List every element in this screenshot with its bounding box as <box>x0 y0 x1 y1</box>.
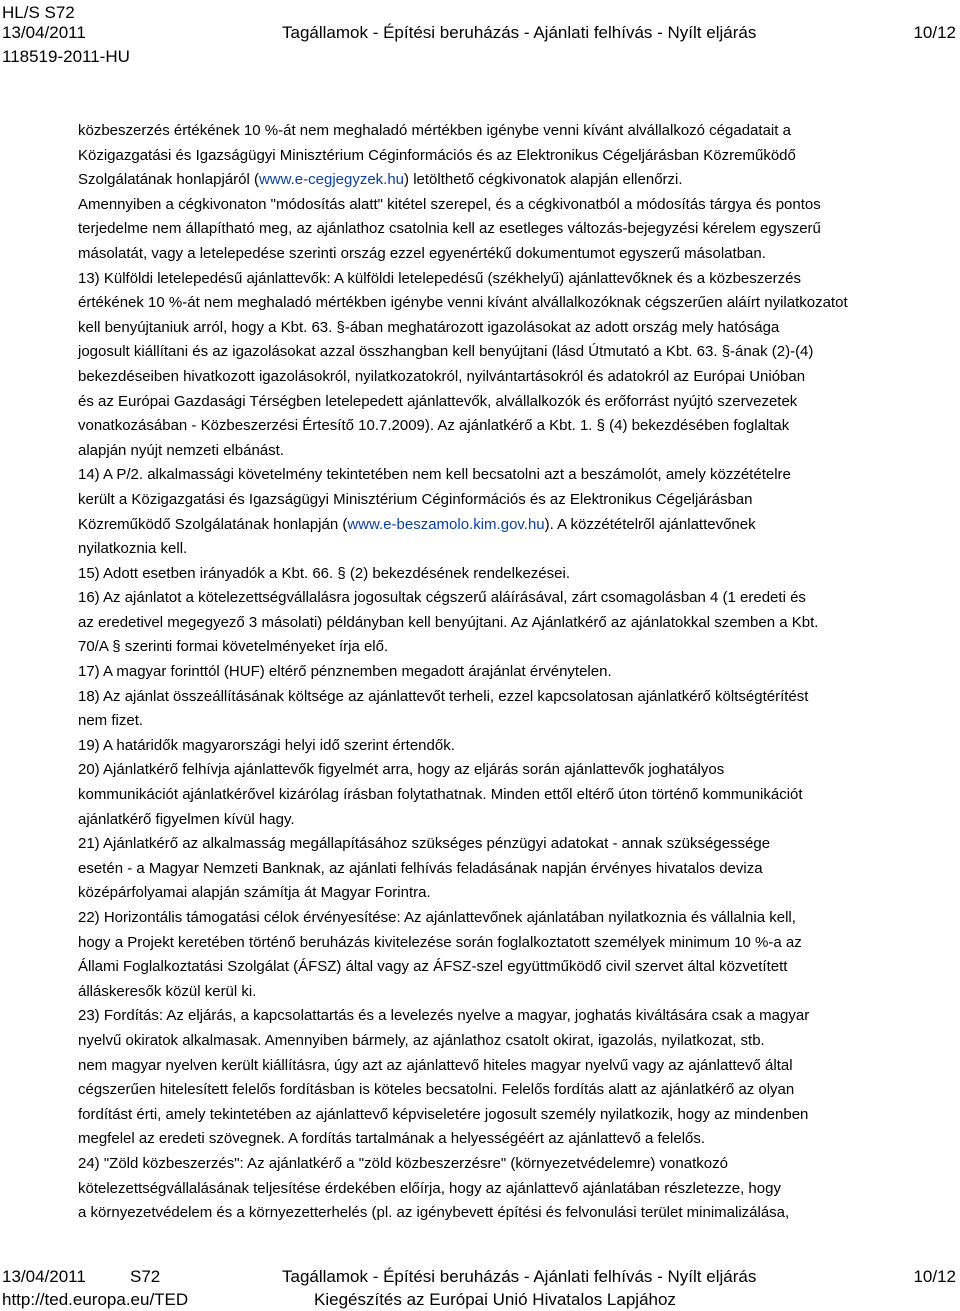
text-line: álláskeresők közül kerül ki. <box>78 982 257 1000</box>
text-line: vonatkozásában - Közbeszerzési Értesítő 10.7.2009). Az ajánlatkérő a Kbt. 1. § (4) bekezdésében foglaltak <box>78 417 790 435</box>
text-line: terjedelme nem állapítható meg, az ajánlathoz csatolnia kell az esetleges változás-bejegyzési kérelem egyszerű <box>78 220 821 238</box>
text-segment: ) letölthető cégkivonatok alapján ellenőrzi. <box>404 171 683 189</box>
text-line: 13) Külföldi letelepedésű ajánlattevők: A külföldi letelepedésű (székhelyű) ajánlattevőknek és a közbeszerzés <box>78 269 801 287</box>
text-segment: ). A közzétételről ajánlattevőnek <box>544 515 756 533</box>
text-line: 17) A magyar forinttól (HUF) eltérő pénznemben megadott árajánlat érvénytelen. <box>78 663 612 681</box>
header-date: 13/04/2011 <box>2 23 86 42</box>
footer-journal: Kiegészítés az Európai Unió Hivatalos Lapjához <box>314 1290 676 1309</box>
text-line: jogosult kiállítani és az igazolásokat azzal összhangban kell benyújtani (lásd Útmutató a Kbt. 63. §-ának (2)-(4) <box>78 343 814 361</box>
text-line: cégszerűen hitelesített felelős fordításban is köteles becsatolni. Felelős fordítás alatt az ajánlatkérő az olyan <box>78 1081 795 1099</box>
text-line: ajánlatkérő figyelmen kívül hagy. <box>78 810 295 828</box>
footer-title: Tagállamok - Építési beruházás - Ajánlati felhívás - Nyílt eljárás <box>282 1267 757 1286</box>
header-doc-id: 118519-2011-HU <box>2 47 130 66</box>
text-segment: Szolgálatának honlapjáról ( <box>78 171 259 189</box>
text-line: 18) Az ajánlat összeállításának költsége az ajánlattevőt terheli, ezzel kapcsolatosan ajánlatkérő költségtérítést <box>78 687 809 705</box>
text-line: középárfolyamai alapján számítja át Magyar Forintra. <box>78 884 431 902</box>
text-line: nem magyar nyelven került kiállításra, úgy azt az ajánlattevő hiteles magyar nyelvű vagy az ajánlattevő által <box>78 1056 793 1074</box>
text-line: nyelvű okiratok alkalmasak. Amennyiben bármely, az ajánlathoz csatolt okirat, igazolás, nyilatkozat, stb. <box>78 1031 765 1049</box>
text-line: 22) Horizontális támogatási célok érvényesítése: Az ajánlattevőnek ajánlatában nyilatkoznia és vállalnia kell, <box>78 909 796 926</box>
cegjegyzek-link[interactable]: www.e-cegjegyzek.hu <box>258 171 405 189</box>
text-line: Közigazgatási és Igazságügyi Minisztérium Céginformációs és az Elektronikus Cégeljárásban Közreműködő <box>78 146 796 164</box>
text-line: a környezetvédelem és a környezetterhelés (pl. az igénybevett építési és felvonulási terület minimalizálása, <box>78 1204 790 1222</box>
text-line: fordítást érti, amely tekintetében az ajánlattevő képviseletére jogosult személy nyilatkozik, hogy az mindenben <box>78 1105 809 1123</box>
text-line <box>78 168 938 193</box>
text-line: nyilatkoznia kell. <box>78 540 188 558</box>
footer-url[interactable]: http://ted.europa.eu/TED <box>2 1290 189 1309</box>
text-line: másolatát, vagy a letelepedése szerinti ország ezzel egyenértékű dokumentumot egyszerű másolatban. <box>78 244 766 262</box>
text-segment: Közreműködő Szolgálatának honlapján ( <box>78 515 348 533</box>
text-line: 15) Adott esetben irányadók a Kbt. 66. § (2) bekezdésének rendelkezései. <box>78 564 570 582</box>
text-line: 23) Fordítás: Az eljárás, a kapcsolattartás és a levelezés nyelve a magyar, joghatás kiváltására csak a magyar <box>78 1007 810 1025</box>
text-line <box>78 513 938 538</box>
text-line: és az Európai Gazdasági Térségben letelepedett ajánlattevők, alvállalkozók és erőforrást nyújtó szervezetek <box>78 392 798 410</box>
text-line: 19) A határidők magyarországi helyi idő szerint értendők. <box>78 736 455 754</box>
text-line: hogy a Projekt keretében történő beruházás kivitelezése során foglalkoztatott személyek minimum 10 %-a az <box>78 933 802 951</box>
footer-page-number: 10/12 <box>913 1267 956 1286</box>
text-line: alapján nyújt nemzeti elbánást. <box>78 441 284 459</box>
text-line: került a Közigazgatási és Igazságügyi Minisztérium Céginformációs és az Elektronikus Cégeljárásban <box>78 490 753 508</box>
text-line: 24) "Zöld közbeszerzés": Az ajánlatkérő a "zöld közbeszerzésre" (környezetvédelemre) vonatkozó <box>78 1154 728 1172</box>
text-line: 21) Ajánlatkérő az alkalmasság megállapításához szükséges pénzügyi adatokat - annak szükségessége <box>78 835 771 853</box>
page-footer <box>0 1262 960 1311</box>
text-line: esetén - a Magyar Nemzeti Banknak, az ajánlati felhívás feladásának napján érvényes hivatalos deviza <box>78 859 763 877</box>
header-code: HL/S S72 <box>2 3 75 22</box>
text-line: közbeszerzés értékének 10 %-át nem meghaladó mértékben igénybe venni kívánt alvállalkozó cégadatait a <box>78 122 791 139</box>
text-line: 20) Ajánlatkérő felhívja ajánlattevők figyelmét arra, hogy az eljárás során ajánlattevők joghatályos <box>78 761 725 779</box>
text-line: 16) Az ajánlatot a kötelezettségvállalásra jogosultak cégszerű aláírásával, zárt csomagolásban 4 (1 eredeti és <box>78 589 806 607</box>
text-line: Amennyiben a cégkivonaton "módosítás alatt" kitétel szerepel, és a cégkivonatból a módosítás tárgya és pontos <box>78 195 821 213</box>
header-title: Tagállamok - Építési beruházás - Ajánlati felhívás - Nyílt eljárás <box>282 23 757 42</box>
text-line: 14) A P/2. alkalmassági követelmény tekintetében nem kell becsatolni azt a beszámolót, amely közzétételre <box>78 466 791 484</box>
header-page-number: 10/12 <box>913 23 956 42</box>
text-line: 70/A § szerinti formai követelményeket írja elő. <box>78 638 389 656</box>
beszamolo-link[interactable]: www.e-beszamolo.kim.gov.hu <box>347 515 545 533</box>
text-line: bekezdéseiben hivatkozott igazolásokról, nyilatkozatokról, nyilvántartásokról és adatokról az Európai Unióban <box>78 367 806 385</box>
text-line: megfelel az eredeti szövegnek. A fordítás tartalmának a helyességéért az ajánlattevő a felelős. <box>78 1130 706 1148</box>
footer-date: 13/04/2011 <box>2 1267 86 1286</box>
text-line: az eredetivel megegyező 3 másolati) példányban kell benyújtani. Az Ajánlatkérő az ajánlatokkal szemben a Kbt. <box>78 613 819 631</box>
text-line: Állami Foglalkoztatási Szolgálat (ÁFSZ) által vagy az ÁFSZ-szel együttműködő civil szervet által közvetített <box>78 958 788 976</box>
text-line: kell benyújtaniuk arról, hogy a Kbt. 63. §-ában meghatározott igazolásokat az adott ország mely hatósága <box>78 318 780 336</box>
text-line: kommunikációt ajánlatkérővel kizárólag írásban folytathatnak. Minden ettől eltérő úton történő kommunikációt <box>78 786 803 804</box>
document-body <box>78 119 938 1226</box>
text-line: nem fizet. <box>78 712 144 730</box>
text-line: kötelezettségvállalásának teljesítése érdekében előírja, hogy az ajánlattevő ajánlatában részletezze, hogy <box>78 1179 781 1197</box>
page-header <box>0 0 960 74</box>
footer-code: S72 <box>130 1267 161 1286</box>
text-line: értékének 10 %-át nem meghaladó mértékben igénybe venni kívánt alvállalkozóknak cégszerűen aláírt nyilatkozatot <box>78 294 848 312</box>
